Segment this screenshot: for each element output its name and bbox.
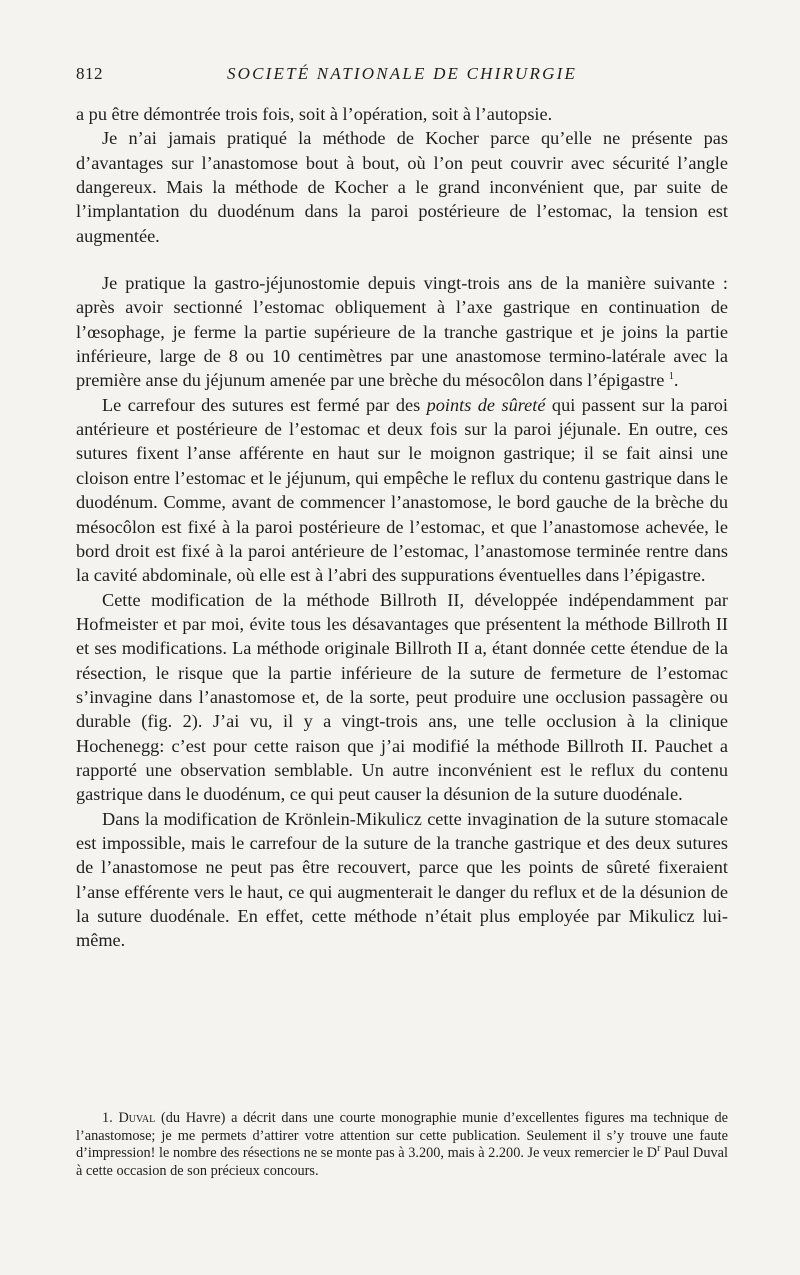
footnote-number: 1. [102,1110,113,1126]
footnote-text-b: Paul Duval à cette occasion de son précieux concours. [76,1145,728,1179]
footnote-text-a: (du Havre) a décrit dans une courte monographie munie d’excellentes figures ma technique de l’anastomose; je me permets d’attirer votre attention sur cette publication. Seulement il s’y trouve une faute d’impression! le nombre des résections ne se monte pas à 3.200, mais à 2.200. Je veux remercier le D [76,1110,728,1162]
paragraph-kronlein: Dans la modification de Krönlein-Mikulicz cette invagination de la suture stomacale est impossible, mais le carrefour de la suture de la tranche gastrique et des deux sutures de l’anastomose ne peut pas être recouvert, parce que les points de sûreté fixeraient l’anse efférente vers le haut, ce qui augmenterait le danger du reflux et de la désunion de la suture duodénale. En effet, cette méthode n’était plus employée par Mikulicz lui-même. [76,808,728,951]
footnote-dr-superscript: r [657,1143,661,1155]
paragraph-carrefour-a: Le carrefour des sutures est fermé par des [102,394,427,415]
footnote-author: Duval [118,1110,156,1126]
paragraph-continuation: a pu être démontrée trois fois, soit à l’opération, soit à l’autopsie. [76,104,553,124]
body-text [76,102,728,953]
paragraph-carrefour [76,393,728,588]
paragraph-carrefour-b: qui passent sur la paroi antérieure et postérieure de l’estomac et deux fois sur la paroi jéjunale. En outre, ces sutures fixent l’anse afférente en haut sur le moignon gastrique; il se fait ainsi une cloison entre l’estomac et le jéjunum, qui empêche le reflux du contenu gastrique dans le duodénum. Comme, avant de commencer l’anastomose, le bord gauche de la brèche du mésocôlon est fixé à la paroi postérieure de l’estomac, et que l’anastomose achevée, le bord droit est fixé à la paroi antérieure de l’estomac, l’anastomose terminée rentre dans la cavité abdominale, où elle est à l’abri des suppurations éventuelles dans l’épigastre. [76,394,728,586]
paragraph-technique-text: Je pratique la gastro-jéjunostomie depuis vingt-trois ans de la manière suivante : après avoir sectionné l’estomac obliquement à l’axe gastrique en continuation de l’œsophage, je ferme la partie supérieure de la tranche gastrique et je joins la partie inférieure, large de 8 ou 10 centimètres par une anastomose termino-latérale avec la première anse du jéjunum amenée par une brèche du mésocôlon dans l’épigastre [76,273,728,391]
paragraph-kocher: Je n’ai jamais pratiqué la méthode de Kocher parce qu’elle ne présente pas d’avantages sur l’anastomose bout à bout, où l’on peut couvrir avec sécurité l’angle dangereux. Mais la méthode de Kocher a le grand inconvénient que, par suite de l’implantation du duodénum dans la paroi postérieure de l’estomac, la tension est augmentée. [76,128,728,246]
emphasis-points-de-surete: points de sûreté [426,394,546,415]
page-number: 812 [76,64,103,83]
running-head: SOCIETÉ NATIONALE DE CHIRURGIE [226,64,578,83]
paragraph-technique [76,271,728,393]
page-header [76,64,728,86]
paragraph-billroth: Cette modification de la méthode Billroth II, développée indépendamment par Hofmeister et par moi, évite tous les désavantages que présentent la méthode Billroth II et ses modifications. La méthode originale Billroth II a, étant donnée cette étendue de la résection, le risque que la partie inférieure de la suture de fermeture de l’estomac s’invagine dans l’anastomose et, de la sorte, peut produire une occlusion passagère ou durable (fig. 2). J’ai vu, il y a vingt-trois ans, une telle occlusion à la clinique Hochenegg: c’est pour cette raison que j’ai modifié la méthode Billroth II. Pauchet a rapporté une observation semblable. Un autre inconvénient est le reflux du contenu gastrique dans le duodénum, ce qui peut causer la désunion de la suture duodénale. [76,589,728,805]
paragraph-technique-end: . [673,370,679,391]
paragraph-gap [76,248,728,271]
footnote [76,1110,728,1180]
footnote-marker: 1 [668,371,674,383]
